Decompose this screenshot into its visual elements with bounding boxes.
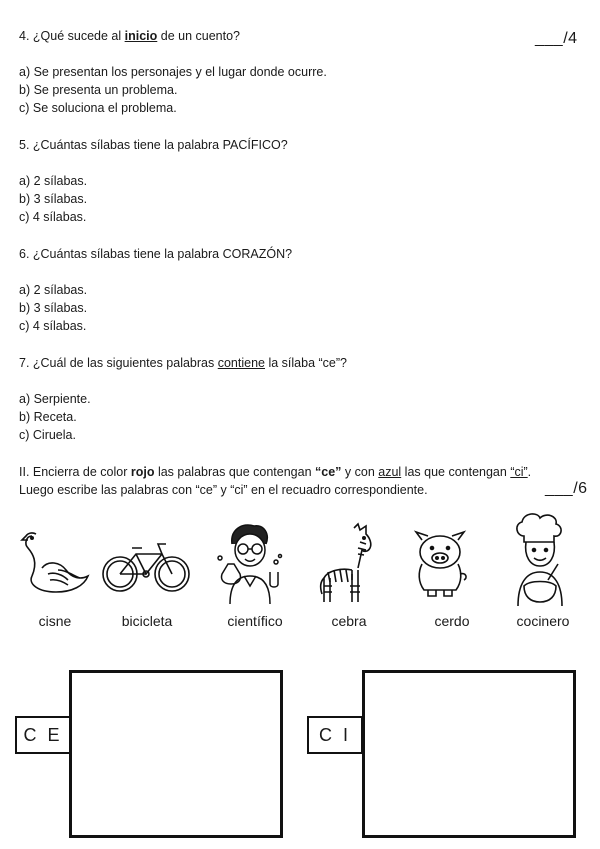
pig-image [408, 528, 476, 598]
score-part2: ___/6 [545, 480, 588, 497]
bicycle-image [100, 540, 192, 596]
word-cientifico: científico [227, 613, 283, 629]
q7-option-a: a) Serpiente. [19, 392, 91, 406]
swan-image [18, 526, 92, 600]
part2-instruction-line2: Luego escribe las palabras con “ce” y “ci” en el recuadro correspondiente. [19, 483, 428, 497]
q7-option-c: c) Ciruela. [19, 428, 76, 442]
ce-answer-box[interactable] [69, 670, 283, 838]
emphasis-inicio: inicio [124, 29, 158, 43]
question-6: 6. ¿Cuántas sílabas tiene la palabra CORAZÓN? [19, 247, 293, 261]
word-cerdo: cerdo [434, 613, 470, 629]
q7-option-b: b) Receta. [19, 410, 77, 424]
q4-option-a: a) Se presentan los personajes y el lugar donde ocurre. [19, 65, 327, 79]
q5-option-a: a) 2 sílabas. [19, 174, 88, 188]
q5-option-c: c) 4 sílabas. [19, 210, 87, 224]
question-4: 4. ¿Qué sucede al inicio de un cuento? [19, 29, 240, 43]
word-bicicleta: bicicleta [121, 613, 173, 629]
q6-option-c: c) 4 sílabas. [19, 319, 87, 333]
scientist-image [210, 518, 290, 606]
q4-option-c: c) Se soluciona el problema. [19, 101, 177, 115]
question-5: 5. ¿Cuántas sílabas tiene la palabra PACÍFICO? [19, 138, 288, 152]
word-cebra: cebra [331, 613, 367, 629]
q6-option-b: b) 3 sílabas. [19, 301, 88, 315]
q6-option-a: a) 2 sílabas. [19, 283, 88, 297]
emphasis-contiene: contiene [217, 356, 265, 370]
question-7: 7. ¿Cuál de las siguientes palabras contiene la sílaba “ce”? [19, 356, 347, 370]
zebra-image [316, 522, 382, 606]
score-part1: ___/4 [535, 30, 578, 47]
word-cocinero: cocinero [516, 613, 570, 629]
q5-option-b: b) 3 sílabas. [19, 192, 88, 206]
ce-label: C E [15, 716, 71, 754]
word-cisne: cisne [38, 613, 72, 629]
q4-option-b: b) Se presenta un problema. [19, 83, 178, 97]
chef-image [508, 512, 574, 608]
ci-answer-box[interactable] [362, 670, 576, 838]
ci-label: C I [307, 716, 363, 754]
part2-instruction-line1: II. Encierra de color rojo las palabras que contengan “ce” y con azul las que contengan “ci”. [19, 465, 532, 479]
